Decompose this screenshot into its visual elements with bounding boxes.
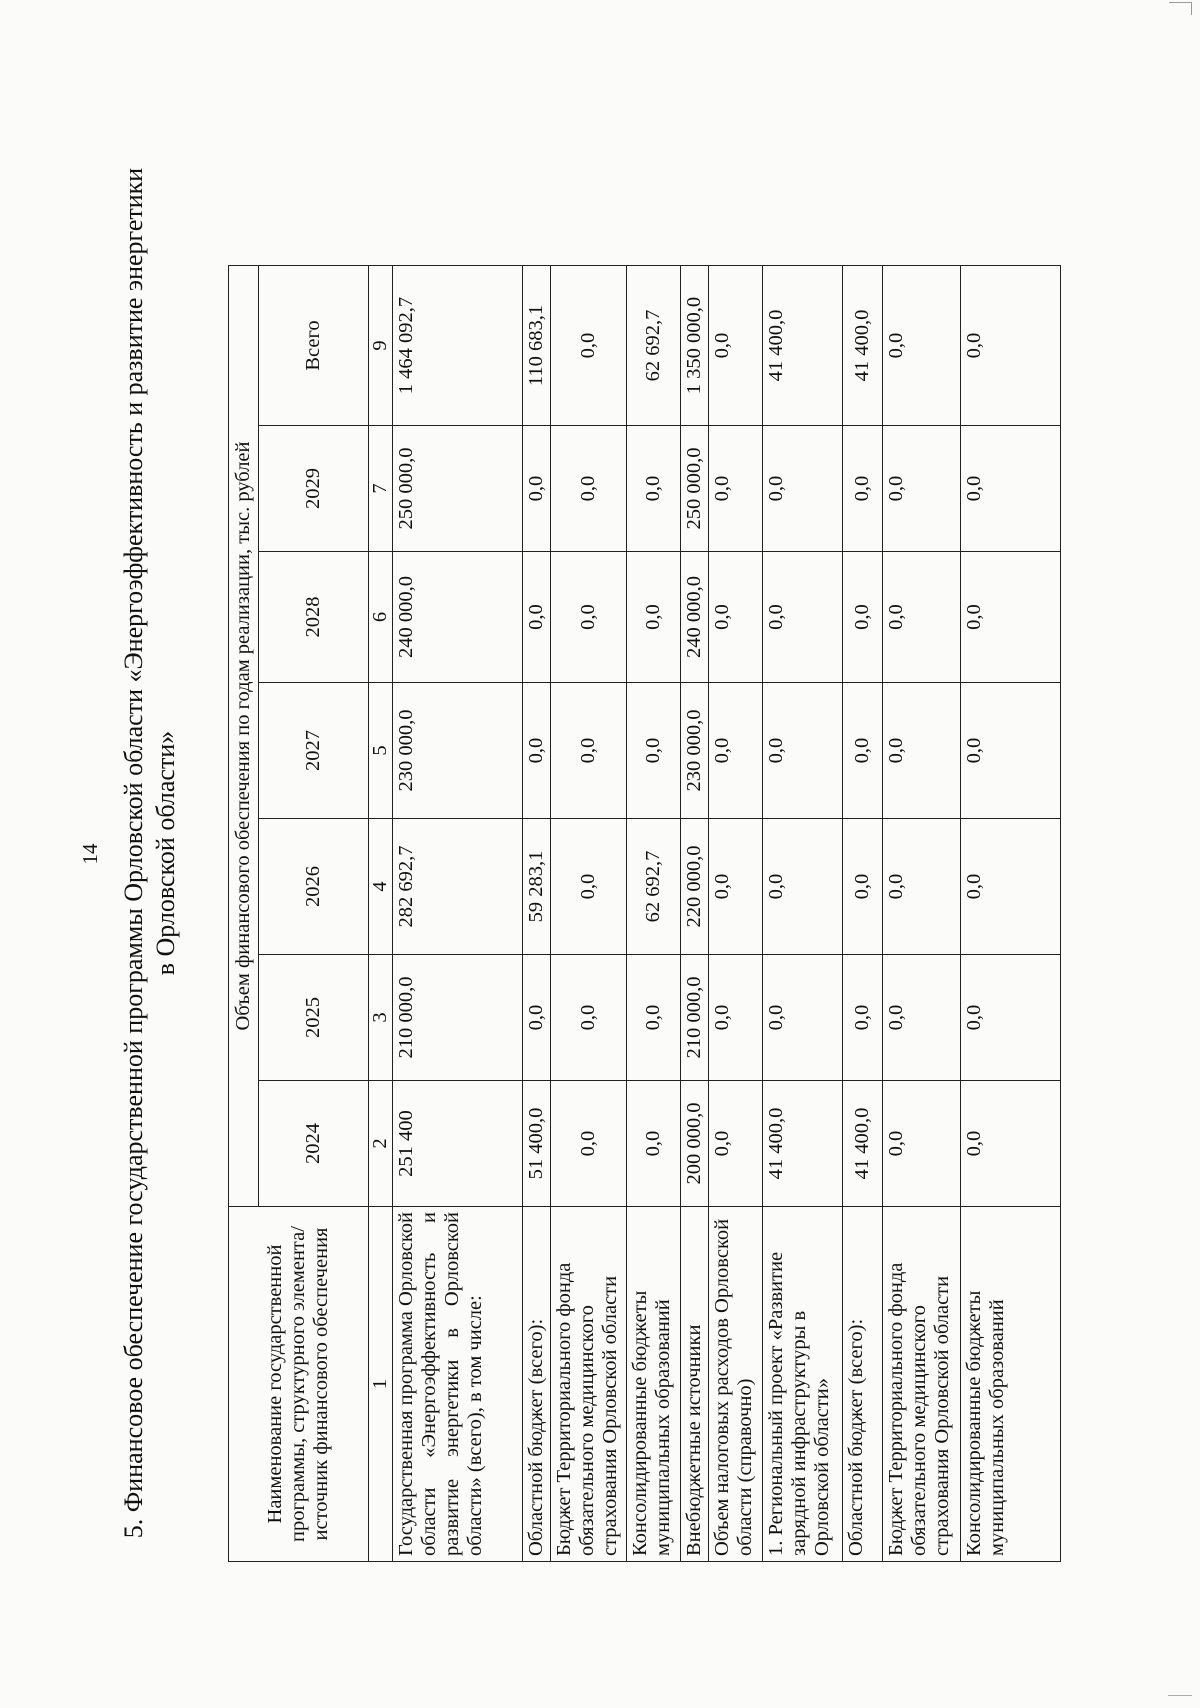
row-value: 0,0 <box>627 1081 681 1207</box>
year-header: 2026 <box>259 819 369 955</box>
row-value: 251 400 <box>393 1081 523 1207</box>
row-value: 41 400,0 <box>843 266 883 426</box>
row-value: 0,0 <box>843 683 883 819</box>
row-value: 0,0 <box>709 1081 763 1207</box>
year-header: 2024 <box>259 1081 369 1207</box>
row-value: 41 400,0 <box>763 1081 843 1207</box>
row-value: 41 400,0 <box>843 1081 883 1207</box>
row-value: 0,0 <box>843 819 883 955</box>
row-value: 240 000,0 <box>393 552 523 683</box>
scan-edge-mark <box>1168 1695 1192 1698</box>
table-row <box>551 266 627 1562</box>
row-name: Внебюджетные источники <box>681 1207 709 1562</box>
row-name: Консолидированные бюджеты муниципальных образований <box>961 1207 1061 1562</box>
row-value: 250 000,0 <box>681 426 709 552</box>
year-header: 2028 <box>259 552 369 683</box>
row-value: 0,0 <box>551 683 627 819</box>
row-value: 0,0 <box>961 819 1061 955</box>
section-title-line-2: в Орловской области» <box>151 730 180 976</box>
row-value: 0,0 <box>551 266 627 426</box>
year-header: 2025 <box>259 955 369 1081</box>
row-value: 0,0 <box>843 955 883 1081</box>
column-index: 2 <box>369 1081 393 1207</box>
row-name: Бюджет Территориального фонда обязательного медицинского страхования Орловской области <box>883 1207 961 1562</box>
table-row <box>681 266 709 1562</box>
row-value: 41 400,0 <box>763 266 843 426</box>
row-value: 0,0 <box>627 426 681 552</box>
row-value: 0,0 <box>961 552 1061 683</box>
table-row <box>523 266 551 1562</box>
page-number: 14 <box>78 843 102 865</box>
row-value: 0,0 <box>709 426 763 552</box>
row-value: 0,0 <box>883 683 961 819</box>
row-value: 0,0 <box>961 683 1061 819</box>
row-value: 0,0 <box>883 552 961 683</box>
row-value: 0,0 <box>961 1081 1061 1207</box>
row-value: 0,0 <box>551 552 627 683</box>
row-value: 0,0 <box>883 955 961 1081</box>
row-value: 0,0 <box>551 1081 627 1207</box>
row-value: 0,0 <box>763 683 843 819</box>
row-value: 210 000,0 <box>681 955 709 1081</box>
table-row <box>763 266 843 1562</box>
row-value: 0,0 <box>709 552 763 683</box>
row-value: 0,0 <box>551 955 627 1081</box>
row-value: 240 000,0 <box>681 552 709 683</box>
row-value: 0,0 <box>709 955 763 1081</box>
row-name: Областной бюджет (всего): <box>523 1207 551 1562</box>
column-index: 9 <box>369 266 393 426</box>
row-name: 1. Региональный проект «Развитие зарядной инфраструктуры в Орловской области» <box>763 1207 843 1562</box>
table-row <box>709 266 763 1562</box>
row-value: 0,0 <box>627 552 681 683</box>
row-value: 62 692,7 <box>627 819 681 955</box>
row-value: 0,0 <box>523 955 551 1081</box>
row-value: 1 350 000,0 <box>681 266 709 426</box>
row-value: 1 464 092,7 <box>393 266 523 426</box>
table-row <box>843 266 883 1562</box>
row-value: 0,0 <box>627 955 681 1081</box>
financing-table <box>228 265 1061 1562</box>
column-index: 6 <box>369 552 393 683</box>
table-row <box>961 266 1061 1562</box>
row-name: Государственная программа Орловской области «Энергоэффективность и развитие энергетики в Орловской области» (всего), в том числе: <box>393 1207 523 1562</box>
row-value: 51 400,0 <box>523 1081 551 1207</box>
section-title <box>118 128 182 1578</box>
total-header: Всего <box>259 266 369 426</box>
row-value: 230 000,0 <box>681 683 709 819</box>
row-value: 0,0 <box>709 819 763 955</box>
row-value: 0,0 <box>523 552 551 683</box>
row-value: 0,0 <box>883 426 961 552</box>
year-header: 2027 <box>259 683 369 819</box>
row-value: 0,0 <box>843 552 883 683</box>
table-row <box>627 266 681 1562</box>
row-value: 0,0 <box>763 819 843 955</box>
row-name: Консолидированные бюджеты муниципальных образований <box>627 1207 681 1562</box>
row-value: 0,0 <box>961 955 1061 1081</box>
row-value: 110 683,1 <box>523 266 551 426</box>
row-value: 0,0 <box>843 426 883 552</box>
row-value: 0,0 <box>763 552 843 683</box>
row-value: 0,0 <box>709 266 763 426</box>
row-value: 200 000,0 <box>681 1081 709 1207</box>
row-value: 0,0 <box>763 955 843 1081</box>
row-name: Объем налоговых расходов Орловской области (справочно) <box>709 1207 763 1562</box>
row-value: 282 692,7 <box>393 819 523 955</box>
row-value: 0,0 <box>883 266 961 426</box>
scan-corner-mark <box>1169 2 1192 15</box>
row-value: 0,0 <box>523 683 551 819</box>
table-row <box>883 266 961 1562</box>
row-value: 0,0 <box>961 266 1061 426</box>
section-title-line-1: 5. Финансовое обеспечение государственной программы Орловской области «Энергоэффективность и развитие энергетики <box>119 167 148 1539</box>
row-name: Бюджет Территориального фонда обязательного медицинского страхования Орловской области <box>551 1207 627 1562</box>
column-index: 5 <box>369 683 393 819</box>
column-index: 1 <box>369 1207 393 1562</box>
row-name: Областной бюджет (всего): <box>843 1207 883 1562</box>
row-value: 210 000,0 <box>393 955 523 1081</box>
name-column-header: Наименование государственной программы, структурного элемента/источник финансового обеспечения <box>229 1207 369 1562</box>
row-value: 0,0 <box>883 819 961 955</box>
row-value: 220 000,0 <box>681 819 709 955</box>
table-row <box>393 266 523 1562</box>
row-value: 0,0 <box>551 819 627 955</box>
row-value: 230 000,0 <box>393 683 523 819</box>
row-value: 0,0 <box>883 1081 961 1207</box>
volume-group-header: Объем финансового обеспечения по годам реализации, тыс. рублей <box>229 266 259 1207</box>
column-index: 4 <box>369 819 393 955</box>
year-header: 2029 <box>259 426 369 552</box>
row-value: 0,0 <box>961 426 1061 552</box>
row-value: 0,0 <box>523 426 551 552</box>
row-value: 250 000,0 <box>393 426 523 552</box>
column-index: 7 <box>369 426 393 552</box>
row-value: 0,0 <box>551 426 627 552</box>
column-index: 3 <box>369 955 393 1081</box>
row-value: 0,0 <box>763 426 843 552</box>
row-value: 0,0 <box>709 683 763 819</box>
row-value: 59 283,1 <box>523 819 551 955</box>
row-value: 62 692,7 <box>627 266 681 426</box>
row-value: 0,0 <box>627 683 681 819</box>
